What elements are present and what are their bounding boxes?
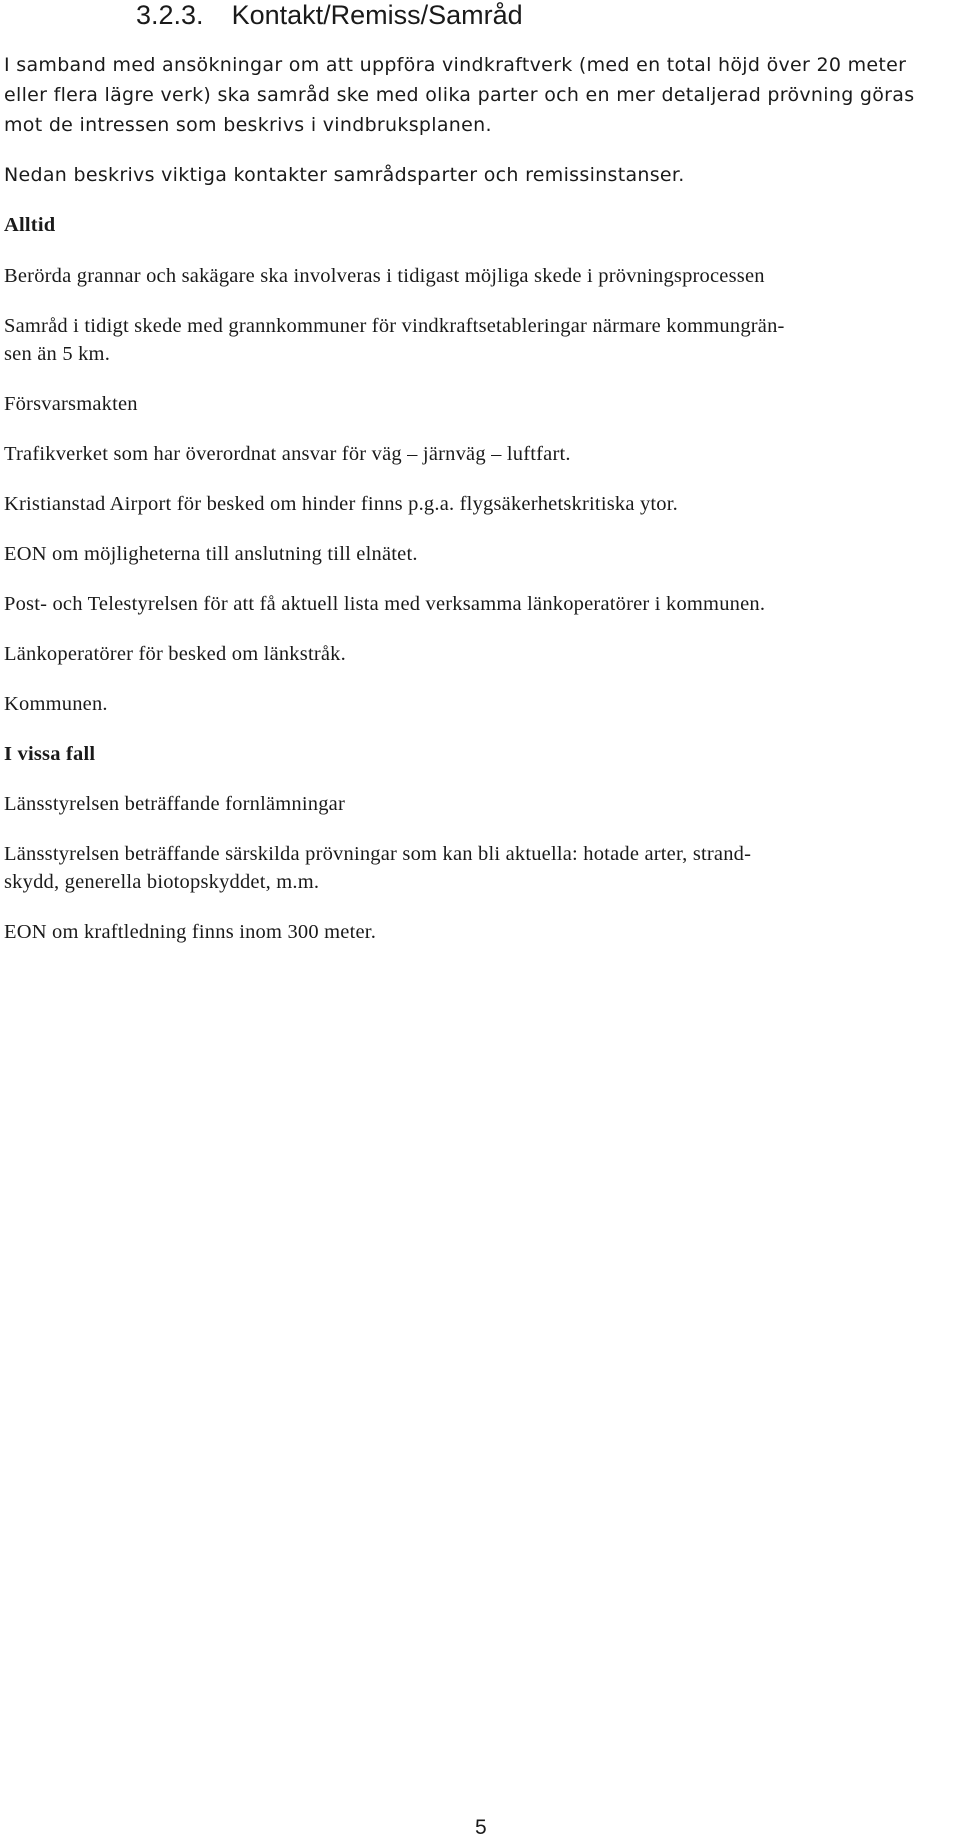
section-number: 3.2.3. — [136, 0, 204, 30]
section-title: Kontakt/Remiss/Samråd — [231, 0, 523, 30]
sometimes-item-eon-powerline: EON om kraftledning finns inom 300 meter. — [4, 921, 377, 943]
always-item-municipality: Kommunen. — [4, 693, 108, 715]
intro-line-1: I samband med ansökningar om att uppföra vindkraftverk (med en total höjd över 20 meter — [4, 54, 907, 76]
always-item-municipalities-line-1: Samråd i tidigt skede med grannkommuner för vindkraftsetableringar närmare kommungrän- — [4, 315, 785, 337]
always-item-pts: Post- och Telestyrelsen för att få aktuell lista med verksamma länkoperatörer i kommunen. — [4, 593, 766, 615]
always-item-transport-agency: Trafikverket som har överordnat ansvar för väg – järnväg – luftfart. — [4, 443, 571, 465]
sometimes-item-special-reviews-line-1: Länsstyrelsen beträffande särskilda prövningar som kan bli aktuella: hotade arter, strand- — [4, 843, 752, 865]
always-item-airport: Kristianstad Airport för besked om hinder finns p.g.a. flygsäkerhetskritiska ytor. — [4, 493, 678, 515]
page-number: 5 — [475, 1816, 487, 1839]
intro-paragraph-2: Nedan beskrivs viktiga kontakter samrådsparter och remissinstanser. — [4, 164, 685, 186]
sometimes-item-special-reviews-line-2: skydd, generella biotopskyddet, m.m. — [4, 871, 320, 893]
intro-line-3: mot de intressen som beskrivs i vindbruksplanen. — [4, 114, 492, 136]
always-item-eon-grid: EON om möjligheterna till anslutning till elnätet. — [4, 543, 418, 565]
intro-line-2: eller flera lägre verk) ska samråd ske med olika parter och en mer detaljerad prövning göras — [4, 84, 915, 106]
always-item-link-operators: Länkoperatörer för besked om länkstråk. — [4, 643, 346, 665]
sometimes-item-ancient-monuments: Länsstyrelsen beträffande fornlämningar — [4, 793, 345, 815]
section-heading — [136, 0, 523, 30]
always-item-neighbours: Berörda grannar och sakägare ska involveras i tidigast möjliga skede i prövningsprocessen — [4, 265, 765, 287]
always-item-municipalities-line-2: sen än 5 km. — [4, 343, 111, 365]
sometimes-heading: I vissa fall — [4, 743, 96, 765]
always-heading: Alltid — [4, 214, 56, 236]
always-item-armed-forces: Försvarsmakten — [4, 393, 138, 415]
